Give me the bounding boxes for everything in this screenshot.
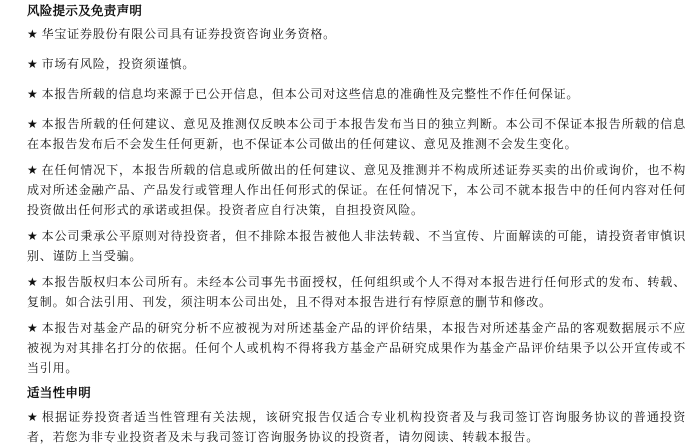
- disclaimer-item: [27, 226, 686, 266]
- disclaimer-item-text: 本报告对基金产品的研究分析不应被视为对所述基金产品的评价结果，本报告对所述基金产品的客观数据展示不应被视为对其排名打分的依据。任何个人或机构不得将我方基金产品研究成果作为基金产品评价结果予以公开宣传或不当引用。: [27, 321, 686, 375]
- disclaimer-item: [27, 24, 686, 44]
- disclaimer-item-text: 本报告所载的任何建议、意见及推测仅反映本公司于本报告发布当日的独立判断。本公司不保证本报告所载的信息在本报告发布后不会发生任何更新，也不保证本公司做出的任何建议、意见及推测不会发生变化。: [27, 117, 686, 151]
- disclaimer-item-text: 本报告版权归本公司所有。未经本公司事先书面授权，任何组织或个人不得对本报告进行任何形式的发布、转载、复制。如合法引用、刊发，须注明本公司出处，且不得对本报告进行有悖原意的删节和修改。: [27, 275, 686, 309]
- disclaimer-item-text: 在任何情况下，本报告所载的信息或所做出的任何建议、意见及推测并不构成所述证券买卖的出价或询价，也不构成对所述金融产品、产品发行或管理人作出任何形式的保证。在任何情况下，本公司不就本报告中的任何内容对任何投资做出任何形式的承诺或担保。投资者应自行决策，自担投资风险。: [27, 163, 686, 217]
- star-bullet-icon: ★: [27, 410, 39, 424]
- star-bullet-icon: ★: [27, 57, 39, 71]
- star-bullet-icon: ★: [27, 275, 39, 289]
- star-bullet-icon: ★: [27, 27, 39, 41]
- star-bullet-icon: ★: [27, 229, 39, 243]
- star-bullet-icon: ★: [27, 87, 39, 101]
- disclaimer-item-text: 华宝证券股份有限公司具有证券投资咨询业务资格。: [41, 27, 336, 41]
- disclaimer-item: [27, 84, 686, 104]
- disclaimer-item-text: 市场有风险，投资须谨慎。: [41, 57, 196, 71]
- suitability-heading: 适当性申明: [27, 385, 92, 400]
- disclaimer-item: [27, 318, 686, 378]
- disclaimer-item: [27, 54, 686, 74]
- disclaimer-item: [27, 160, 686, 220]
- disclaimer-item: [27, 114, 686, 154]
- star-bullet-icon: ★: [27, 321, 39, 335]
- disclaimer-item-text: 本公司秉承公平原则对待投资者，但不排除本报告被他人非法转载、不当宣传、片面解读的可能，请投资者审慎识别、谨防上当受骗。: [27, 229, 686, 263]
- star-bullet-icon: ★: [27, 117, 39, 131]
- suitability-item: [27, 407, 686, 447]
- risk-disclaimer-heading: 风险提示及免责声明: [27, 3, 143, 18]
- suitability-item-text: 根据证券投资者适当性管理有关法规，该研究报告仅适合专业机构投资者及与我司签订咨询服务协议的普通投资者，若您为非专业投资者及未与我司签订咨询服务协议的投资者，请勿阅读、转载本报告。: [27, 410, 686, 444]
- star-bullet-icon: ★: [27, 163, 39, 177]
- disclaimer-item: [27, 272, 686, 312]
- disclaimer-item-text: 本报告所载的信息均来源于已公开信息，但本公司对这些信息的准确性及完整性不作任何保证。: [41, 87, 580, 101]
